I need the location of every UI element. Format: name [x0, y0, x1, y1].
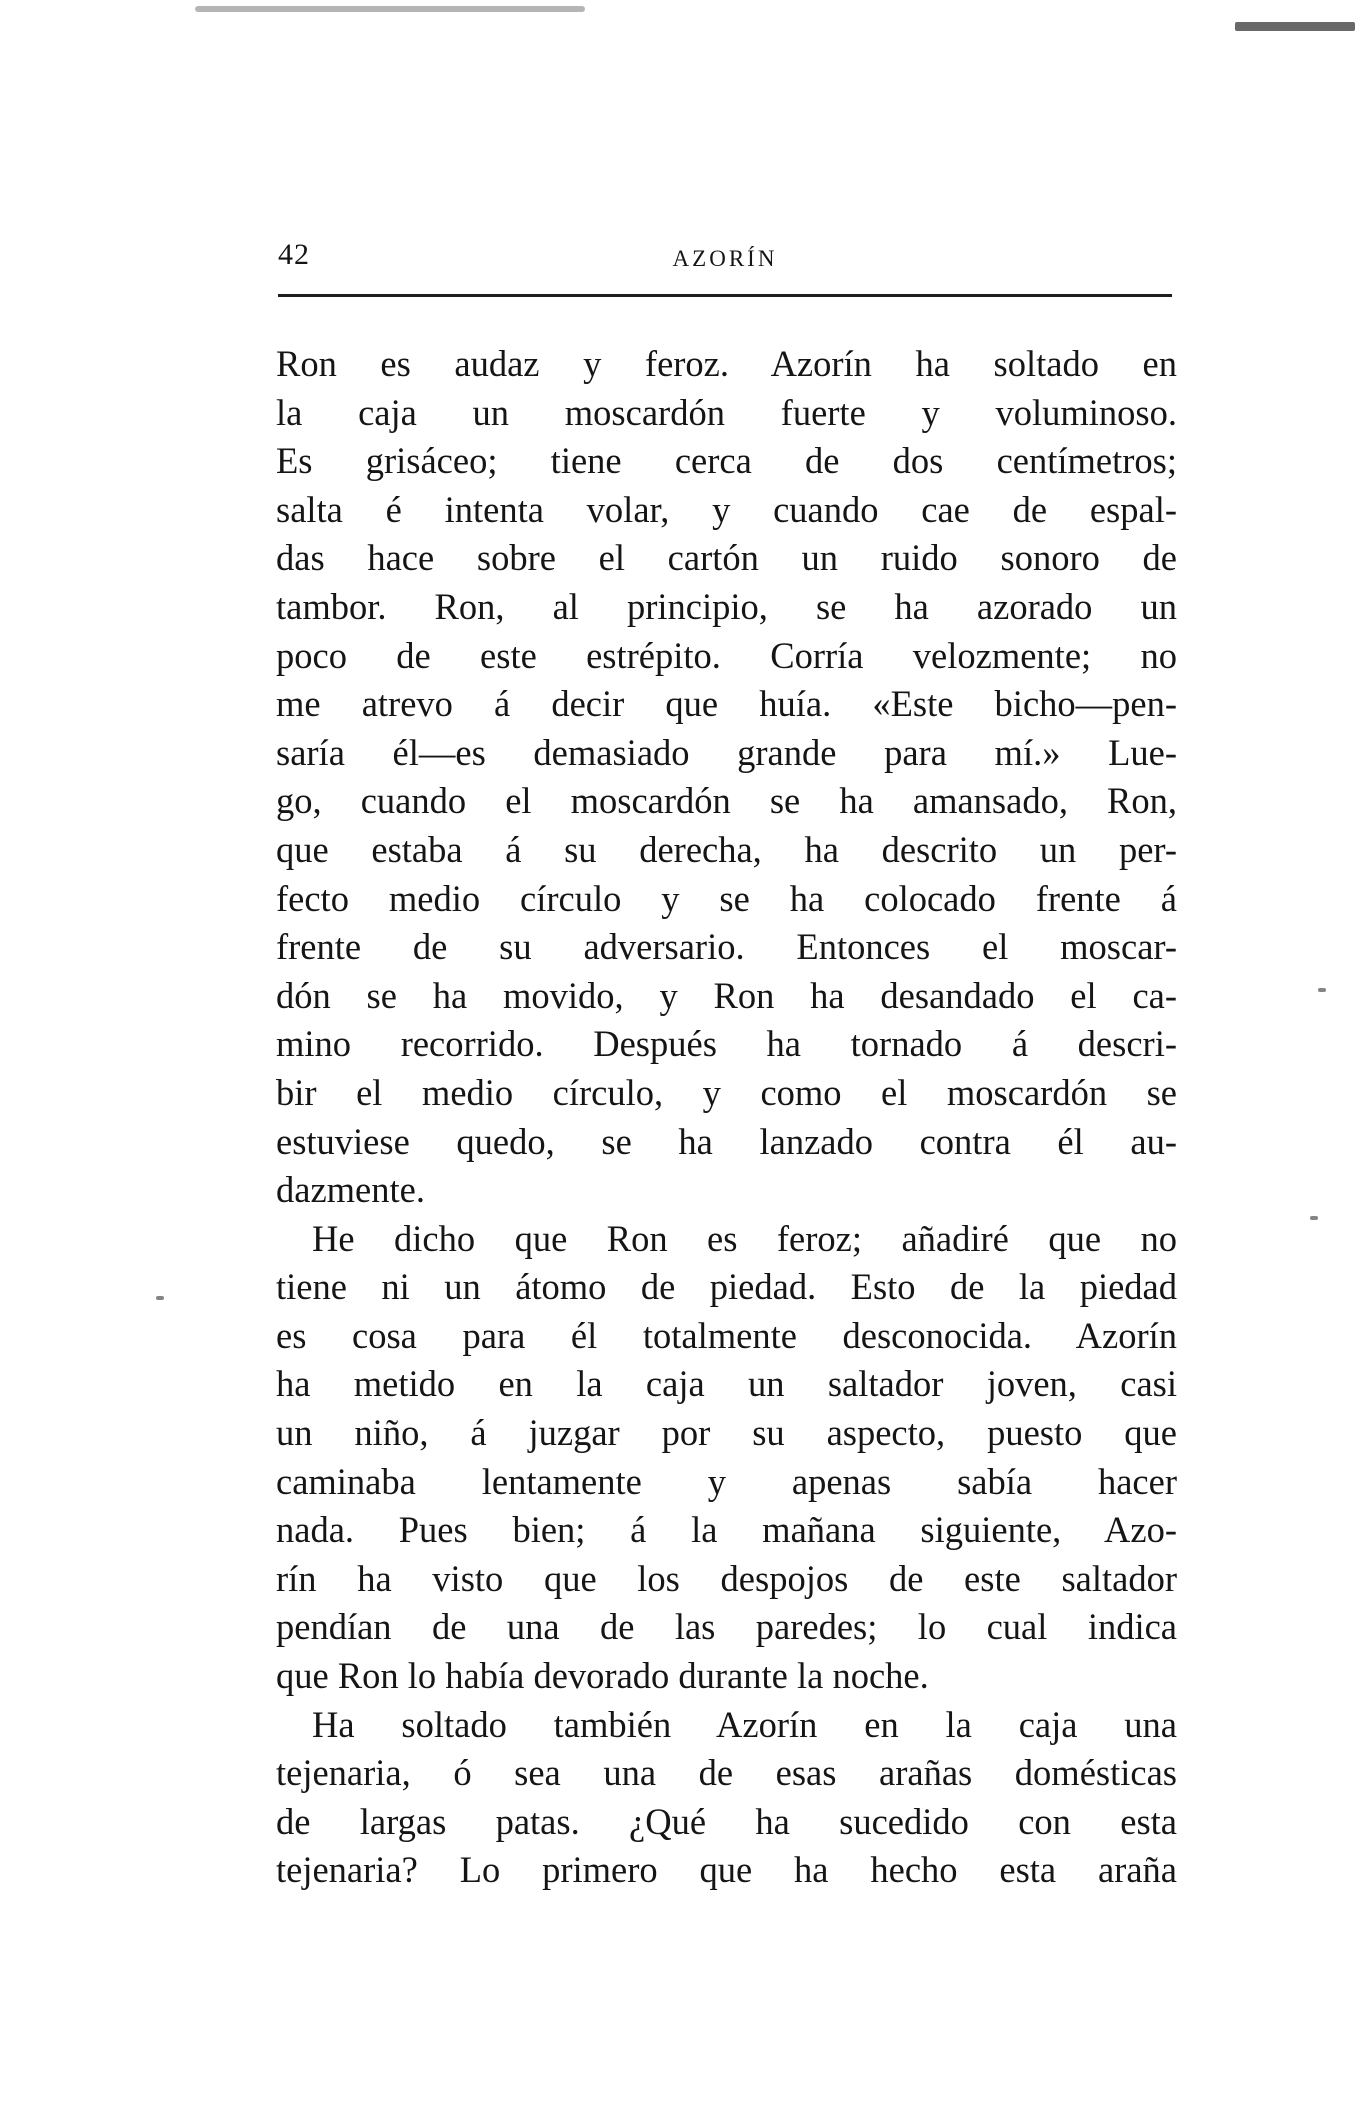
- margin-speck: [1310, 1216, 1318, 1220]
- text-line: tejenaria? Lo primero que ha hecho esta araña: [276, 1849, 1177, 1891]
- text-line: He dicho que Ron es feroz; añadiré que no: [312, 1217, 1177, 1259]
- text-line: estuviese quedo, se ha lanzado contra él au-: [276, 1120, 1177, 1162]
- text-line: un niño, á juzgar por su aspecto, puesto que: [276, 1412, 1177, 1454]
- text-line: dazmente.: [276, 1169, 425, 1211]
- text-line: que Ron lo había devorado durante la noche.: [276, 1655, 929, 1697]
- text-line: das hace sobre el cartón un ruido sonoro de: [276, 537, 1177, 579]
- text-line: de largas patas. ¿Qué ha sucedido con esta: [276, 1800, 1177, 1842]
- text-line: mino recorrido. Después ha tornado á descri-: [276, 1023, 1177, 1065]
- text-line: tejenaria, ó sea una de esas arañas domésticas: [276, 1752, 1177, 1794]
- text-line: nada. Pues bien; á la mañana siguiente, Azo-: [276, 1509, 1177, 1551]
- text-line: Es grisáceo; tiene cerca de dos centímetros;: [276, 440, 1177, 482]
- text-line: bir el medio círculo, y como el moscardón se: [276, 1071, 1177, 1113]
- text-line: tambor. Ron, al principio, se ha azorado un: [276, 585, 1177, 627]
- text-line: poco de este estrépito. Corría velozmente; no: [276, 634, 1177, 676]
- running-head: AZORÍN: [672, 246, 778, 271]
- text-line: tiene ni un átomo de piedad. Esto de la piedad: [276, 1266, 1177, 1308]
- scan-artifact-top-left: [195, 6, 585, 12]
- text-line: salta é intenta volar, y cuando cae de espal-: [276, 488, 1177, 530]
- text-line: rín ha visto que los despojos de este saltador: [276, 1557, 1177, 1599]
- text-line: Ron es audaz y feroz. Azorín ha soltado en: [276, 343, 1177, 384]
- text-line: caminaba lentamente y apenas sabía hacer: [276, 1460, 1177, 1502]
- text-line: que estaba á su derecha, ha descrito un per-: [276, 828, 1177, 870]
- body-text: [276, 340, 1177, 1895]
- text-line: dón se ha movido, y Ron ha desandado el ca-: [276, 974, 1177, 1016]
- text-line: me atrevo á decir que huía. «Este bicho—pen-: [276, 683, 1177, 725]
- text-line: ha metido en la caja un saltador joven, casi: [276, 1363, 1177, 1405]
- text-line: pendían de una de las paredes; lo cual indica: [276, 1606, 1177, 1648]
- text-line: frente de su adversario. Entonces el moscar-: [276, 926, 1177, 968]
- page-header: [278, 238, 1172, 280]
- text-line: fecto medio círculo y se ha colocado frente á: [276, 877, 1177, 919]
- margin-speck: [156, 1296, 164, 1300]
- text-line: la caja un moscardón fuerte y voluminoso.: [276, 391, 1177, 433]
- scan-artifact-top-right: [1235, 22, 1355, 31]
- page-number: 42: [278, 238, 310, 271]
- text-line: saría él—es demasiado grande para mí.» Lue-: [276, 731, 1177, 773]
- text-line: es cosa para él totalmente desconocida. Azorín: [276, 1314, 1177, 1356]
- text-line: go, cuando el moscardón se ha amansado, Ron,: [276, 780, 1177, 822]
- margin-speck: [1318, 988, 1326, 992]
- text-line: Ha soltado también Azorín en la caja una: [312, 1703, 1177, 1745]
- header-rule: [278, 294, 1172, 297]
